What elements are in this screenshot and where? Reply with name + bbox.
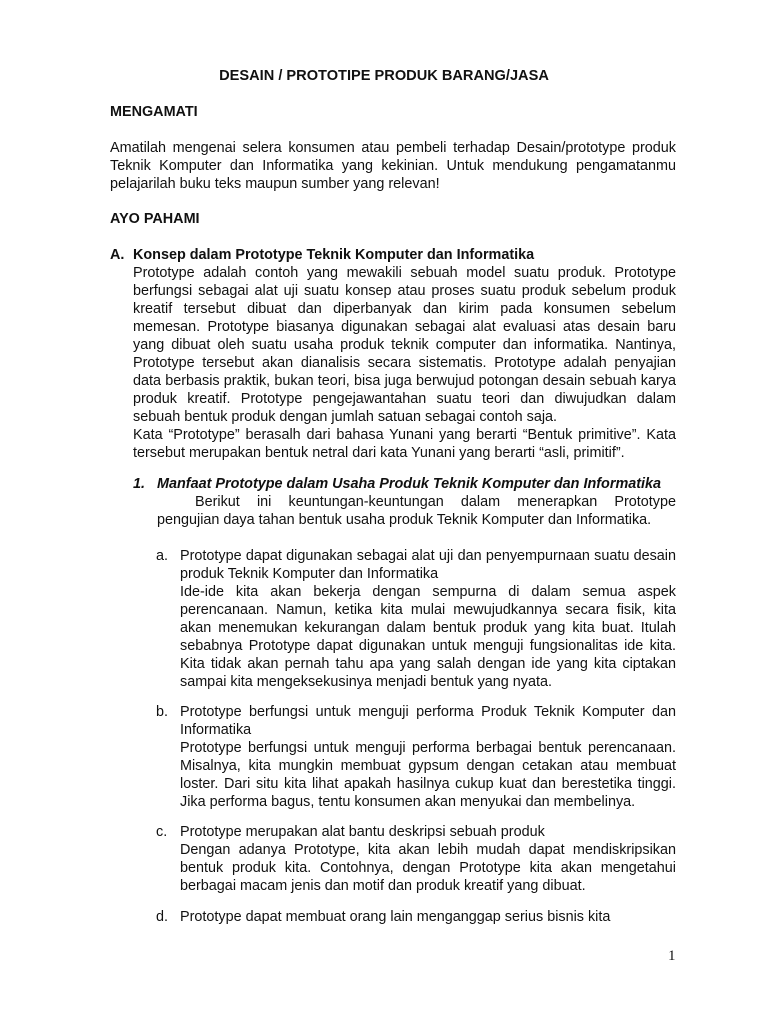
page-number: 1 [668, 948, 676, 964]
section-a-title: Konsep dalam Prototype Teknik Komputer dan Informatika [133, 247, 535, 263]
mengamati-text: Amatilah mengenai selera konsumen atau pembeli terhadap Desain/prototype produk Teknik Komputer dan Informatika yang kekinian. Untuk mendukung pengamatanmu pelajarilah buku teks maupun sumber yang relevan! [110, 140, 676, 192]
subsection-1-intro: Berikut ini keuntungan-keuntungan dalam menerapkan Prototype pengujian daya tahan bentuk usaha produk Teknik Komputer dan Informatika. [157, 494, 676, 528]
list-item-b [180, 703, 676, 811]
list-item-a [180, 547, 676, 691]
heading-mengamati: MENGAMATI [110, 104, 198, 120]
item-c-letter: c. [156, 824, 168, 840]
item-b-title: Prototype berfungsi untuk menguji performa Produk Teknik Komputer dan Informatika [180, 704, 676, 738]
section-a-label: A. [110, 247, 125, 263]
item-a-title: Prototype dapat digunakan sebagai alat uji dan penyempurnaan suatu desain produk Teknik Komputer dan Informatika [180, 548, 676, 582]
item-d-title: Prototype dapat membuat orang lain menganggap serius bisnis kita [180, 909, 611, 925]
item-d-letter: d. [156, 909, 169, 925]
item-a-letter: a. [156, 548, 169, 564]
list-item-c [180, 823, 676, 895]
document-title: DESAIN / PROTOTIPE PRODUK BARANG/JASA [219, 68, 549, 84]
item-b-body: Prototype berfungsi untuk menguji performa berbagai bentuk perencanaan. Misalnya, kita mungkin membuat gypsum dengan cetakan atau membuat loster. Dari situ kita lihat apakah hasilnya cukup kuat dan berestetika tinggi. Jika performa bagus, tentu konsumen akan menyukai dan membelinya. [180, 740, 676, 810]
item-a-body: Ide-ide kita akan bekerja dengan sempurna di dalam semua aspek perencanaan. Namun, ketika kita mulai mewujudkannya secara fisik, kita akan menemukan kekurangan dalam bentuk produk yang kita buat. Itulah sebabnya Prototype dapat digunakan untuk menguji fungsionalitas ide kita. Kita tidak akan pernah tahu apa yang salah dengan ide yang kita ciptakan sampai kita mengeksekusinya menjadi bentuk yang nyata. [180, 584, 676, 690]
item-c-body: Dengan adanya Prototype, kita akan lebih mudah dapat mendiskripsikan bentuk produk kita. Contohnya, dengan Prototype kita akan mengetahui berbagai macam jenis dan motif dan produk kreatif yang dibuat. [180, 842, 676, 894]
subsection-1-number: 1. [133, 476, 146, 492]
section-a-paragraph-2: Kata “Prototype” berasalh dari bahasa Yunani yang berarti “Bentuk primitive”. Kata tersebut merupakan bentuk netral dari kata Yunani yang berarti “asli, primitif”. [133, 427, 676, 461]
subsection-1-intro-block [157, 493, 676, 529]
item-b-letter: b. [156, 704, 169, 720]
list-item-d [180, 908, 676, 926]
item-c-title: Prototype merupakan alat bantu deskripsi sebuah produk [180, 824, 545, 840]
paragraph-mengamati [110, 139, 676, 193]
subsection-1-title: Manfaat Prototype dalam Usaha Produk Teknik Komputer dan Informatika [157, 476, 662, 492]
section-a-paragraph-1: Prototype adalah contoh yang mewakili sebuah model suatu produk. Prototype berfungsi sebagai alat uji suatu konsep atau proses suatu produk sebelum produk kreatif tersebut dibuat dan diperbanyak dan kirim pada konsumen sebelum memesan. Prototype biasanya digunakan sebagai alat evaluasi atas desain baru yang dibuat oleh suatu usaha produk teknik computer dan informatika. Nantinya, Prototype tersebut akan dianalisis secara sistematis. Prototype adalah penyajian data berbasis praktik, bukan teori, bisa juga berwujud potongan desain sebuah karya produk kreatif. Prototype pengejawantahan suatu teori dan diwujudkan dalam sebuah bentuk produk dengan jumlah satuan sebagai contoh saja. [133, 265, 676, 425]
section-a-body [133, 264, 676, 462]
heading-ayo-pahami: AYO PAHAMI [110, 211, 200, 227]
